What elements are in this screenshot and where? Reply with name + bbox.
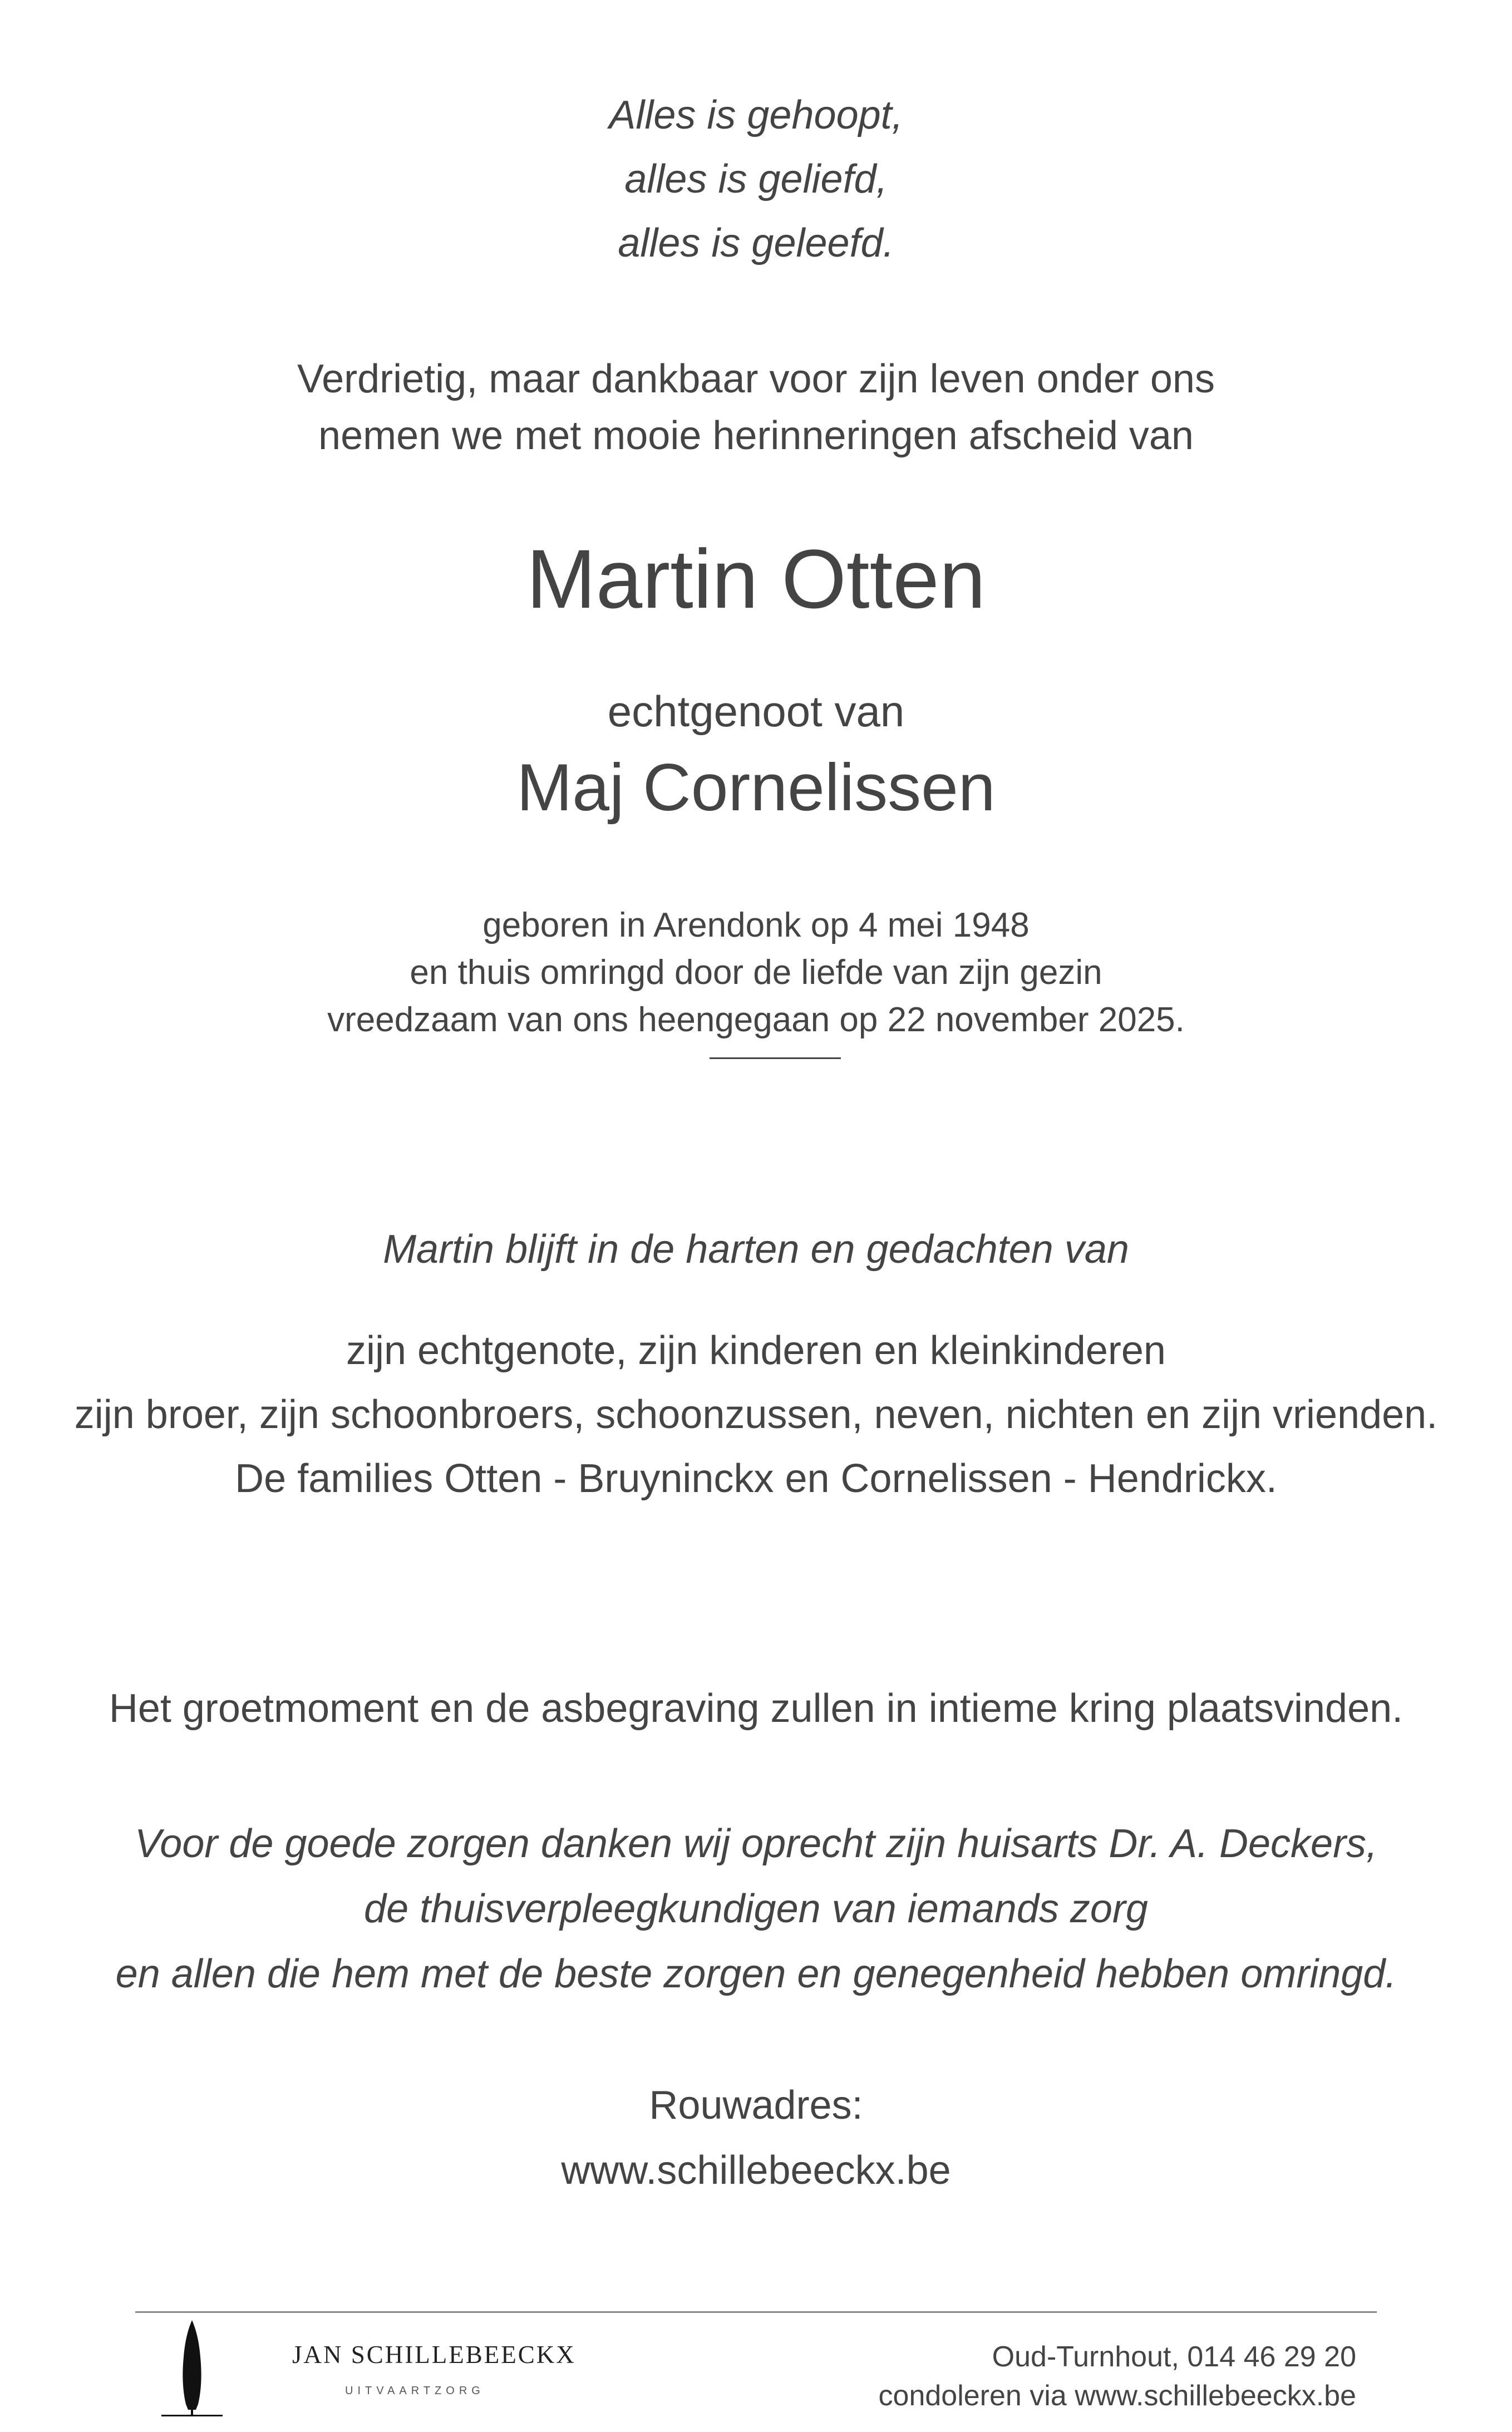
footer-contact bbox=[879, 2337, 1356, 2415]
funeral-home-logo bbox=[161, 2318, 584, 2418]
birth-death-line: vreedzaam van ons heengegaan op 22 november 2025. bbox=[327, 1001, 1185, 1039]
address-label: Rouwadres: bbox=[649, 2083, 863, 2128]
birth-death-line: geboren in Arendonk op 4 mei 1948 bbox=[482, 906, 1030, 944]
cypress-tree-icon bbox=[161, 2318, 223, 2418]
thanks-line: de thuisverpleegkundigen van iemands zorg bbox=[364, 1887, 1148, 1931]
family-line: De families Otten - Bruyninckx en Cornelissen - Hendrickx. bbox=[235, 1456, 1277, 1501]
spouse-name: Maj Cornelissen bbox=[516, 750, 996, 825]
birth-death-line: en thuis omringd door de liefde van zijn gezin bbox=[410, 953, 1102, 992]
remembered-intro: Martin blijft in de harten en gedachten van bbox=[383, 1227, 1129, 1272]
quote-line: Alles is gehoopt, bbox=[609, 93, 903, 137]
thanks-line: en allen die hem met de beste zorgen en genegenheid hebben omringd. bbox=[115, 1952, 1397, 1996]
footer-divider bbox=[135, 2311, 1377, 2313]
intro-line: nemen we met mooie herinneringen afscheid van bbox=[318, 413, 1194, 458]
intro-line: Verdrietig, maar dankbaar voor zijn leven onder ons bbox=[297, 357, 1215, 401]
ceremony-text: Het groetmoment en de asbegraving zullen in intieme kring plaatsvinden. bbox=[109, 1686, 1403, 1731]
logo-subtitle: UITVAARTZORG bbox=[345, 2385, 485, 2397]
separator-line bbox=[710, 1057, 841, 1059]
quote-line: alles is geliefd, bbox=[624, 157, 888, 201]
thanks-line: Voor de goede zorgen danken wij oprecht zijn huisarts Dr. A. Deckers, bbox=[134, 1821, 1378, 1866]
family-list bbox=[0, 1319, 1512, 1511]
deceased-name: Martin Otten bbox=[526, 532, 986, 626]
intro-text bbox=[0, 351, 1512, 464]
family-line: zijn echtgenote, zijn kinderen en kleinkinderen bbox=[346, 1328, 1166, 1373]
thanks-text bbox=[0, 1811, 1512, 2007]
quote-line: alles is geleefd. bbox=[618, 221, 894, 265]
logo-name: JAN SCHILLEBEECKX bbox=[292, 2341, 576, 2369]
spouse-label: echtgenoot van bbox=[607, 687, 905, 736]
family-line: zijn broer, zijn schoonbroers, schoonzussen, neven, nichten en zijn vrienden. bbox=[74, 1392, 1438, 1437]
opening-quote bbox=[0, 83, 1512, 275]
contact-condolence[interactable]: condoleren via www.schillebeeckx.be bbox=[878, 2380, 1356, 2412]
birth-death-details bbox=[0, 902, 1512, 1043]
address-url[interactable]: www.schillebeeckx.be bbox=[561, 2148, 951, 2193]
mourning-address bbox=[0, 2073, 1512, 2203]
contact-phone: Oud-Turnhout, 014 46 29 20 bbox=[992, 2341, 1356, 2373]
